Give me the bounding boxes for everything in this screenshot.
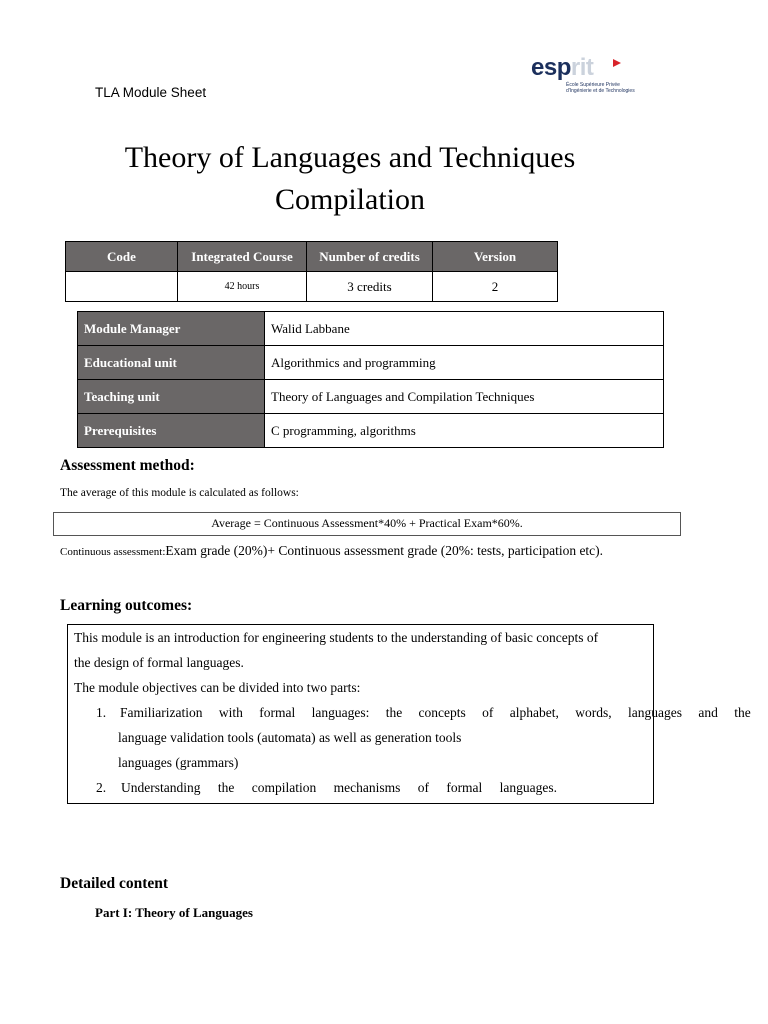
info-label: Prerequisites	[78, 414, 265, 448]
part-one-heading: Part I: Theory of Languages	[95, 905, 253, 920]
esprit-logo	[531, 55, 641, 97]
logo-tagline-line-1: École Supérieure Privée	[566, 82, 620, 88]
logo-wordmark	[531, 55, 593, 81]
info-row-teaching-unit	[78, 380, 664, 414]
info-row-prerequisites	[78, 414, 664, 448]
assessment-heading: Assessment method:	[60, 457, 195, 474]
logo-accent-text: rit	[570, 54, 594, 81]
assessment-intro: The average of this module is calculated as follows:	[60, 487, 299, 499]
learning-outcomes-box	[67, 624, 751, 804]
module-info-table	[77, 311, 664, 448]
list-item-text: languages (grammars)	[118, 755, 239, 770]
info-label: Educational unit	[78, 346, 265, 380]
list-item-text: Familiarization with formal languages: the concepts of alphabet, words, languages and the	[120, 705, 751, 720]
detailed-content-heading: Detailed content	[60, 875, 169, 892]
info-value: C programming, algorithms	[265, 414, 664, 448]
document-title-line-2: Compilation	[275, 183, 425, 216]
header-credits: Number of credits	[307, 242, 433, 272]
cell-credits: 3 credits	[307, 272, 433, 302]
course-table-header-row	[66, 242, 558, 272]
logo-flag-icon	[613, 59, 621, 67]
cell-integrated-course: 42 hours	[178, 272, 307, 302]
outcome-paragraph-line: This module is an introduction for engineering students to the understanding of basic concepts of	[74, 630, 599, 645]
info-value: Theory of Languages and Compilation Techniques	[265, 380, 664, 414]
header-integrated-course: Integrated Course	[178, 242, 307, 272]
info-value: Walid Labbane	[265, 312, 664, 346]
assessment-formula: Average = Continuous Assessment*40% + Practical Exam*60%.	[53, 512, 681, 536]
continuous-assessment-label: Continuous assessment:	[60, 546, 166, 558]
list-item-number: 2.	[96, 780, 107, 795]
logo-tagline	[566, 82, 635, 94]
cell-code	[66, 272, 178, 302]
continuous-assessment-line	[60, 542, 603, 560]
sheet-label: TLA Module Sheet	[95, 85, 207, 100]
document-title	[60, 137, 640, 221]
info-row-educational-unit	[78, 346, 664, 380]
course-table-row	[66, 272, 558, 302]
list-item-text: Understanding the compilation mechanisms of formal languages.	[121, 780, 558, 795]
outcome-paragraph-line: the design of formal languages.	[74, 655, 244, 670]
info-label: Module Manager	[78, 312, 265, 346]
logo-main-text: esp	[531, 54, 571, 81]
continuous-assessment-text: Exam grade (20%)+ Continuous assessment grade (20%: tests, participation etc).	[165, 543, 604, 558]
header-code: Code	[66, 242, 178, 272]
learning-outcomes-heading: Learning outcomes:	[60, 597, 193, 614]
info-row-module-manager	[78, 312, 664, 346]
list-item-number: 1.	[96, 705, 107, 720]
logo-tagline-line-2: d'Ingénierie et de Technologies	[566, 88, 635, 94]
list-item-text: language validation tools (automata) as well as generation tools	[118, 730, 462, 745]
course-summary-table	[65, 241, 558, 302]
info-value: Algorithmics and programming	[265, 346, 664, 380]
document-title-line-1: Theory of Languages and Techniques	[124, 141, 576, 174]
info-label: Teaching unit	[78, 380, 265, 414]
outcome-objectives-intro: The module objectives can be divided into two parts:	[74, 680, 361, 695]
cell-version: 2	[433, 272, 558, 302]
header-version: Version	[433, 242, 558, 272]
